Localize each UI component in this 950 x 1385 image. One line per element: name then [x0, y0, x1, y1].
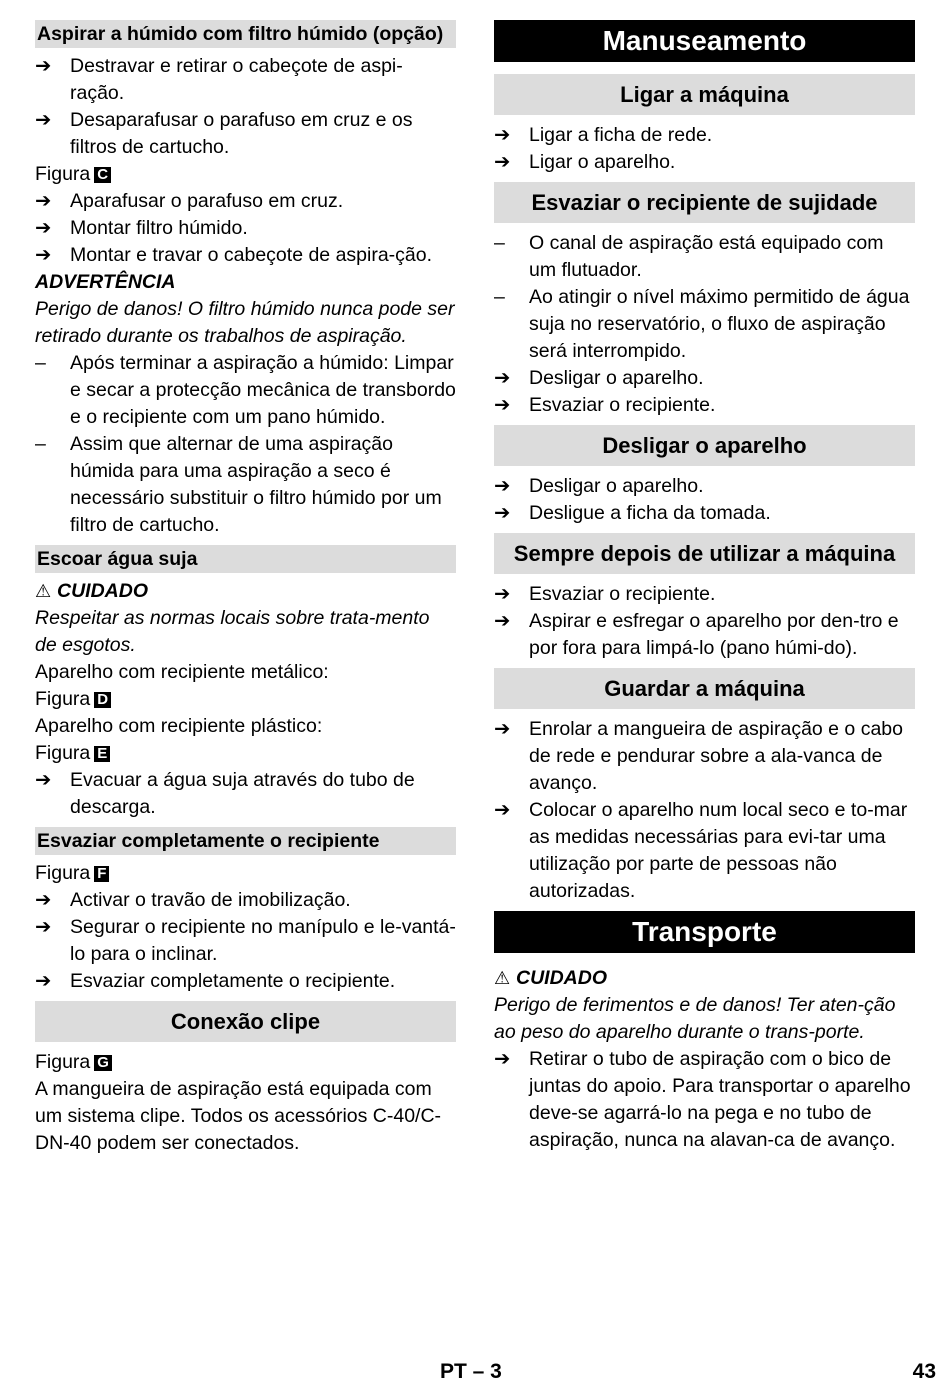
figure-badge-e: E — [94, 746, 110, 762]
warning-icon: ⚠ — [35, 581, 52, 601]
step: ➔ Esvaziar completamente o recipiente. — [35, 968, 456, 995]
section-storage: Guardar a máquina — [494, 668, 915, 709]
step: ➔ Esvaziar o recipiente. — [494, 581, 915, 608]
plastic-container-text: Aparelho com recipiente plástico: — [35, 715, 323, 737]
caution-title: ⚠ CUIDADO — [35, 578, 456, 605]
step: ➔ Evacuar a água suja através do tubo de descarga. — [35, 769, 415, 818]
right-column — [494, 20, 915, 1154]
subheading-wet-vacuum: Aspirar a húmido com filtro húmido (opção) — [35, 20, 456, 48]
warning-title: ADVERTÊNCIA — [35, 271, 176, 293]
step: ➔ Destravar e retirar o cabeçote de aspi-ração. — [35, 55, 403, 104]
dash-marker: – — [494, 232, 505, 254]
warning-icon: ⚠ — [494, 968, 511, 988]
caution-text: Respeitar as normas locais sobre trata-mento de esgotos. — [35, 607, 430, 656]
step: ➔ Enrolar a mangueira de aspiração e o cabo de rede e pendurar sobre a ala-vanca de avanço. — [494, 718, 903, 794]
arrow-icon: ➔ — [35, 55, 52, 77]
clip-text: A mangueira de aspiração está equipada com um sistema clipe. Todos os acessórios C-40/C-DN-40 podem ser conectados. — [35, 1078, 442, 1154]
step: ➔ Retirar o tubo de aspiração com o bico de juntas do apoio. Para transportar o aparelho deve-se agarrá-lo na pega e no tubo de aspiração, nunca na alavan-ca de avanço. — [494, 1048, 911, 1151]
figure-badge-g: G — [94, 1055, 112, 1071]
dash-item: – Após terminar a aspiração a húmido: Limpar e secar a protecção mecânica de transbordo e o recipiente com um pano húmido. — [35, 352, 456, 428]
arrow-icon: ➔ — [494, 502, 511, 524]
step: ➔ Desligar o aparelho. — [494, 365, 915, 392]
step: ➔ Esvaziar o recipiente. — [494, 392, 915, 419]
dash-marker: – — [35, 433, 46, 455]
step: ➔ Desligue a ficha da tomada. — [494, 500, 915, 527]
arrow-icon: ➔ — [35, 769, 52, 791]
dash-item: – O canal de aspiração está equipado com um flutuador. — [494, 232, 884, 281]
section-turn-off: Desligar o aparelho — [494, 425, 915, 466]
step: ➔ Ligar a ficha de rede. — [494, 122, 915, 149]
page-number: 43 — [912, 1360, 936, 1383]
figure-ref-c: Figura C — [35, 161, 456, 188]
figure-badge-c: C — [94, 167, 111, 183]
header-handling: Manuseamento — [494, 20, 915, 62]
arrow-icon: ➔ — [494, 610, 511, 632]
arrow-icon: ➔ — [494, 394, 511, 416]
arrow-icon: ➔ — [35, 109, 52, 131]
arrow-icon: ➔ — [35, 244, 52, 266]
arrow-icon: ➔ — [494, 124, 511, 146]
arrow-icon: ➔ — [494, 718, 511, 740]
step: ➔ Montar filtro húmido. — [35, 215, 456, 242]
step: ➔ Desligar o aparelho. — [494, 473, 915, 500]
arrow-icon: ➔ — [35, 916, 52, 938]
figure-badge-f: F — [94, 866, 109, 882]
figure-ref-g: Figura G — [35, 1049, 456, 1076]
section-after-use: Sempre depois de utilizar a máquina — [494, 533, 915, 574]
figure-ref-d: Figura D — [35, 686, 456, 713]
section-turn-on: Ligar a máquina — [494, 74, 915, 115]
step: ➔ Aspirar e esfregar o aparelho por den-tro e por fora para limpá-lo (pano húmi-do). — [494, 610, 899, 659]
step: ➔ Montar e travar o cabeçote de aspira-ção. — [35, 242, 456, 269]
step: ➔ Colocar o aparelho num local seco e to-mar as medidas necessárias para evi-tar uma utilização por parte de pessoas não autorizadas. — [494, 799, 908, 902]
arrow-icon: ➔ — [35, 970, 52, 992]
dash-item: – Ao atingir o nível máximo permitido de água suja no reservatório, o fluxo de aspiração será interrompido. — [494, 286, 910, 362]
arrow-icon: ➔ — [494, 1048, 511, 1070]
metal-container-text: Aparelho com recipiente metálico: — [35, 661, 329, 683]
step: ➔ Aparafusar o parafuso em cruz. — [35, 188, 456, 215]
header-transport: Transporte — [494, 911, 915, 953]
figure-badge-d: D — [94, 692, 111, 708]
warning-text: Perigo de danos! O filtro húmido nunca pode ser retirado durante os trabalhos de aspiração. — [35, 298, 455, 347]
arrow-icon: ➔ — [494, 151, 511, 173]
arrow-icon: ➔ — [494, 799, 511, 821]
caution-text: Perigo de ferimentos e de danos! Ter aten-ção ao peso do aparelho durante o trans-porte. — [494, 994, 896, 1043]
step: ➔ Ligar o aparelho. — [494, 149, 915, 176]
step: ➔ Activar o travão de imobilização. — [35, 887, 456, 914]
arrow-icon: ➔ — [35, 889, 52, 911]
caution-title: ⚠ CUIDADO — [494, 965, 915, 992]
figure-ref-f: Figura F — [35, 860, 456, 887]
footer-section-code: PT – 3 — [440, 1360, 502, 1383]
step: ➔ Segurar o recipiente no manípulo e le-vantá-lo para o inclinar. — [35, 916, 456, 965]
arrow-icon: ➔ — [494, 475, 511, 497]
subheading-drain: Escoar água suja — [35, 545, 456, 573]
arrow-icon: ➔ — [35, 217, 52, 239]
step: ➔ Desaparafusar o parafuso em cruz e os filtros de cartucho. — [35, 109, 413, 158]
left-column — [35, 20, 456, 1157]
arrow-icon: ➔ — [494, 367, 511, 389]
section-empty-container: Esvaziar o recipiente de sujidade — [494, 182, 915, 223]
arrow-icon: ➔ — [35, 190, 52, 212]
dash-marker: – — [35, 352, 46, 374]
subheading-empty-completely: Esvaziar completamente o recipiente — [35, 827, 456, 855]
arrow-icon: ➔ — [494, 583, 511, 605]
section-clip: Conexão clipe — [35, 1001, 456, 1042]
figure-ref-e: Figura E — [35, 740, 456, 767]
dash-item: – Assim que alternar de uma aspiração húmida para uma aspiração a seco é necessário substituir o filtro húmido por um filtro de cartucho. — [35, 433, 442, 536]
dash-marker: – — [494, 286, 505, 308]
